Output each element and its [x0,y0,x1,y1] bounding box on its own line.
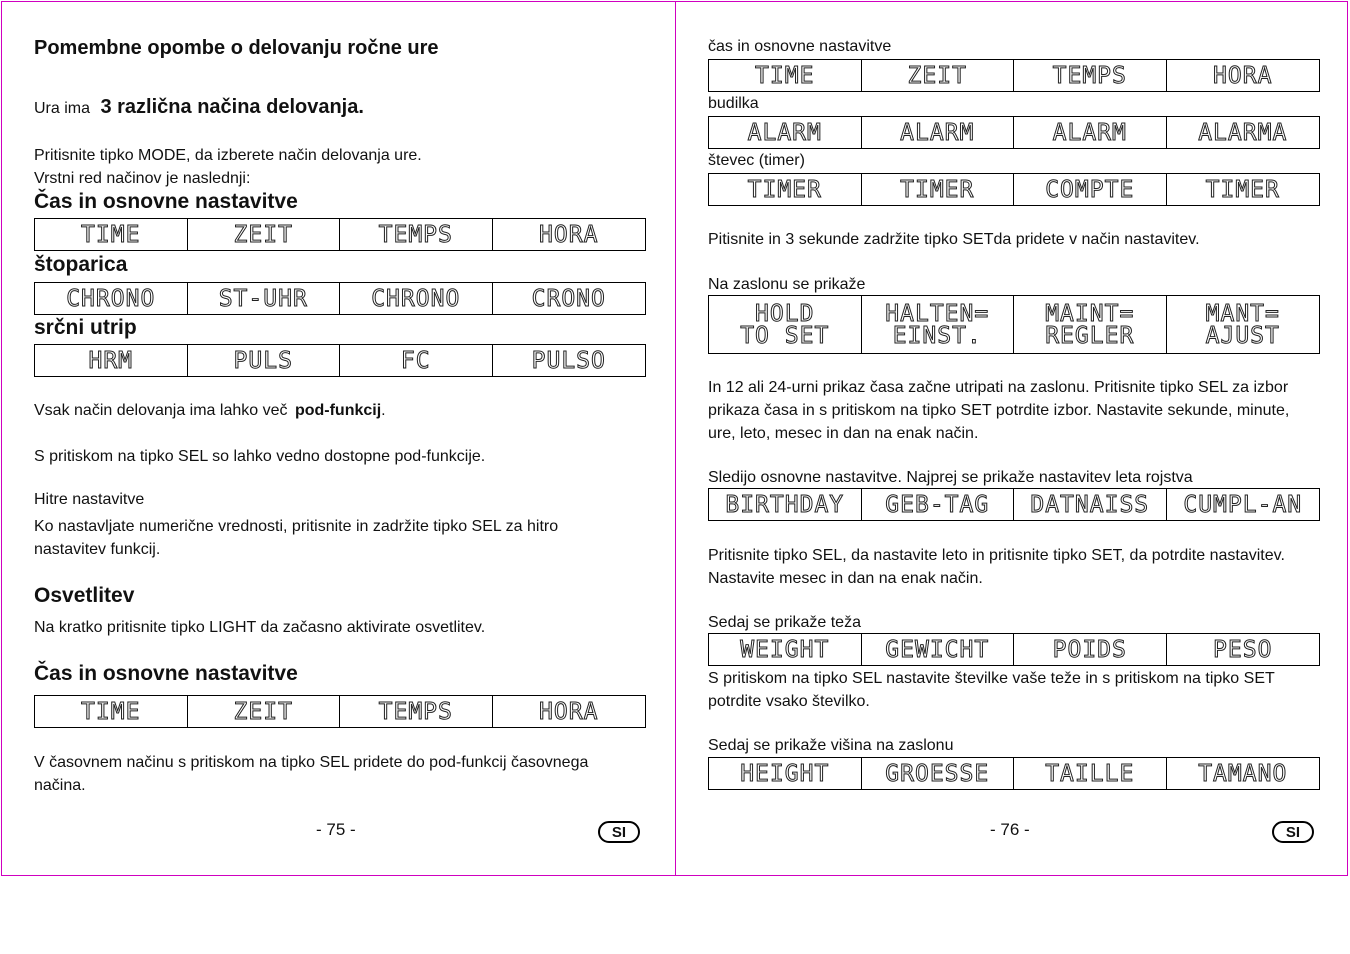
lcd-cell-es: HORA [539,698,599,725]
section-heading-time: Čas in osnovne nastavitve [34,190,298,213]
quick-settings-paragraph: Ko nastavljate numerične vrednosti, pritisnite in zadržite tipko SEL za hitro nastavitev funkcij. [34,518,559,558]
left-page [1,1,676,876]
lcd-cell-en: TIMER [709,174,862,205]
section-heading-hrm: srčni utrip [34,316,137,339]
section-heading-time-2: Čas in osnovne nastavitve [34,662,298,685]
label-alarm: budilka [708,95,759,112]
lcd-cell-de: GEWICHT [862,634,1015,665]
lcd-table-time [34,218,646,251]
hold-paragraph: Pitisnite in 3 sekunde zadržite tipko SETda pridete v način nastavitev. [708,231,1200,248]
lcd-cell-fr: COMPTE [1014,174,1167,205]
lcd-cell-fr: TEMPS [1014,60,1167,91]
page-number: - 75 - [316,820,356,839]
lcd-cell-en: TIME [35,696,188,727]
page-title: Pomembne opombe o delovanju ročne ure [34,37,439,59]
intro-bold: 3 različna načina delovanja. [100,96,364,118]
page-number: - 76 - [990,820,1030,839]
lcd-cell-es: HORA [539,221,599,248]
lcd-cell-en: HOLD TO SET [709,296,862,353]
language-badge: SI [598,821,640,843]
subfunc-prefix: Vsak način delovanja ima lahko več [34,402,288,419]
intro-line [34,96,364,120]
label-timer: števec (timer) [708,152,805,169]
lcd-cell-fr: FC [340,345,493,376]
lcd-cell-en: TIME [35,219,188,250]
lcd-cell-es: PULSO [531,347,606,374]
lcd-table-time-2 [34,695,646,728]
quick-settings-heading: Hitre nastavitve [34,491,145,508]
lcd-cell-es: TAMANO [1198,760,1288,787]
hour-format-paragraph: In 12 ali 24-urni prikaz časa začne utripati na zaslonu. Pritisnite tipko SEL za izbor prikaza časa in s pritiskom na tipko SET potrdite izbor. Nastavite sekunde, minute, ure, leto, mesec in dan na enak način. [708,379,1290,442]
light-paragraph: Na kratko pritisnite tipko LIGHT da začasno aktivirate osvetlitev. [34,619,486,636]
lcd-cell-en: TIME [709,60,862,91]
lcd-cell-de: PULS [188,345,341,376]
lcd-cell-es: MANT= AJUST [1205,300,1280,349]
lcd-table-hold [708,295,1320,354]
display-label: Na zaslonu se prikaže [708,276,866,293]
lcd-cell-fr: DATNAISS [1014,489,1167,520]
sel-paragraph: S pritiskom na tipko SEL so lahko vedno dostopne pod-funkcije. [34,448,486,465]
lcd-cell-de: GEB-TAG [862,489,1015,520]
lcd-cell-en: BIRTHDAY [709,489,862,520]
lcd-cell-de: ALARM [862,117,1015,148]
lcd-cell-es: ALARMA [1198,119,1288,146]
time-mode-paragraph: V časovnem načinu s pritiskom na tipko SEL pridete do pod-funkcij časovnega načina. [34,754,589,794]
lcd-table-height [708,757,1320,790]
mode-instruction-2: Vrstni red načinov je naslednji: [34,170,251,187]
lcd-table-timer [708,173,1320,206]
lcd-table-alarm [708,116,1320,149]
lcd-cell-es: CUMPL-AN [1183,491,1303,518]
lcd-cell-de: GROESSE [862,758,1015,789]
mode-instruction-1: Pritisnite tipko MODE, da izberete način delovanja ure. [34,147,422,164]
lcd-cell-en: HEIGHT [709,758,862,789]
lcd-cell-de: ST-UHR [188,283,341,314]
intro-prefix: Ura ima [34,100,91,117]
lcd-cell-fr: CHRONO [340,283,493,314]
lcd-cell-de: TIMER [862,174,1015,205]
lcd-cell-en: CHRONO [35,283,188,314]
lcd-cell-fr: ALARM [1014,117,1167,148]
lcd-cell-en: ALARM [709,117,862,148]
lcd-cell-de: ZEIT [188,696,341,727]
lcd-cell-de: HALTEN= EINST. [862,296,1015,353]
year-paragraph: Pritisnite tipko SEL, da nastavite leto in pritisnite tipko SET, da potrdite nastavitev. Nastavite mesec in dan na enak način. [708,547,1285,587]
height-label: Sedaj se prikaže višina na zaslonu [708,737,954,754]
lcd-cell-es: TIMER [1205,176,1280,203]
lcd-cell-fr: TAILLE [1014,758,1167,789]
lcd-cell-es: HORA [1213,62,1273,89]
lcd-cell-en: WEIGHT [709,634,862,665]
lcd-table-time [708,59,1320,92]
lcd-table-hrm [34,344,646,377]
lcd-cell-fr: POIDS [1014,634,1167,665]
birthday-label: Sledijo osnovne nastavitve. Najprej se prikaže nastavitev leta rojstva [708,469,1193,486]
lcd-cell-es: CRONO [531,285,606,312]
lcd-cell-fr: MAINT= REGLER [1014,296,1167,353]
lcd-cell-es: PESO [1213,636,1273,663]
right-page [675,1,1348,876]
lcd-cell-fr: TEMPS [340,219,493,250]
lcd-cell-de: ZEIT [188,219,341,250]
section-heading-stopwatch: štoparica [34,253,128,276]
lcd-table-stopwatch [34,282,646,315]
lcd-cell-fr: TEMPS [340,696,493,727]
language-badge: SI [1272,821,1314,843]
weight-label: Sedaj se prikaže teža [708,614,861,631]
light-heading: Osvetlitev [34,584,135,607]
subfunc-suffix: . [381,402,386,419]
lcd-cell-en: HRM [35,345,188,376]
lcd-cell-de: ZEIT [862,60,1015,91]
subfunction-paragraph [34,399,386,422]
lcd-table-weight [708,633,1320,666]
label-time: čas in osnovne nastavitve [708,38,892,55]
subfunc-bold: pod-funkcij [294,402,382,419]
lcd-table-birthday [708,488,1320,521]
weight-paragraph: S pritiskom na tipko SEL nastavite številke vaše teže in s pritiskom na tipko SET potrdite vsako številko. [708,670,1275,710]
